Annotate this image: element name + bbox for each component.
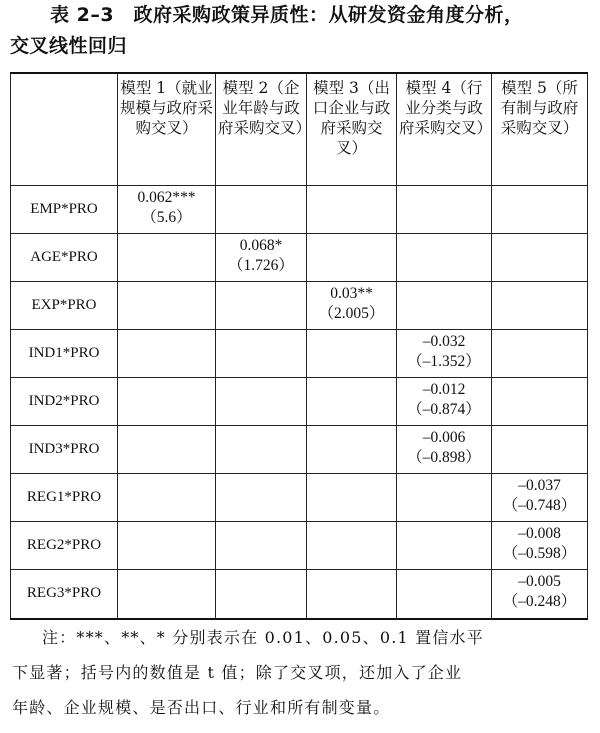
table-cell (492, 281, 588, 329)
table-cell (307, 425, 397, 473)
table-caption (10, 0, 595, 62)
t-statistic-value: （–0.874） (407, 400, 481, 418)
table-cell (216, 233, 307, 281)
header-model-4: 模型 4（行业分类与政府采购交叉） (397, 73, 492, 185)
table-row (11, 281, 588, 329)
table-row (11, 473, 588, 521)
table-cell (118, 233, 216, 281)
table-cell (492, 377, 588, 425)
table-note (12, 620, 592, 725)
t-statistic-value: （–1.352） (407, 352, 481, 370)
table-cell (397, 377, 492, 425)
table-row (11, 377, 588, 425)
table-cell (307, 185, 397, 233)
coefficient-value: –0.005 (518, 572, 561, 590)
table-row (11, 425, 588, 473)
coefficient-value: 0.062*** (137, 188, 196, 206)
regression-table (10, 72, 588, 620)
t-statistic-value: （1.726） (228, 256, 294, 274)
row-label: IND1*PRO (11, 329, 118, 377)
table-cell (216, 425, 307, 473)
row-label: EXP*PRO (11, 281, 118, 329)
table-cell (118, 281, 216, 329)
coefficient-value: –0.008 (518, 524, 561, 542)
table-cell (397, 185, 492, 233)
table-row (11, 329, 588, 377)
row-label: AGE*PRO (11, 233, 118, 281)
table-cell (118, 521, 216, 569)
table-cell (492, 569, 588, 619)
table-cell (397, 473, 492, 521)
note-line-1: 注：***、**、* 分别表示在 0.01、0.05、0.1 置信水平 (42, 628, 484, 647)
row-label: IND3*PRO (11, 425, 118, 473)
row-label: IND2*PRO (11, 377, 118, 425)
table-cell (216, 569, 307, 619)
header-model-2: 模型 2（企业年龄与政府采购交叉） (216, 73, 307, 185)
table-cell (216, 329, 307, 377)
caption-line-1: 表 2–3 政府采购政策异质性：从研发资金角度分析， (50, 4, 524, 26)
note-line-2: 下显著；括号内的数值是 t 值；除了交叉项，还加入了企业 (12, 663, 463, 682)
row-label: REG1*PRO (11, 473, 118, 521)
note-line-3: 年龄、企业规模、是否出口、行业和所有制变量。 (12, 698, 391, 717)
t-statistic-value: （–0.898） (407, 448, 481, 466)
table-cell (397, 521, 492, 569)
table-cell (307, 281, 397, 329)
table-row (11, 521, 588, 569)
row-label: REG3*PRO (11, 569, 118, 619)
table-cell (216, 185, 307, 233)
header-model-1: 模型 1（就业规模与政府采购交叉） (118, 73, 216, 185)
table-cell (118, 185, 216, 233)
coefficient-value: 0.03** (330, 284, 373, 302)
table-cell (307, 473, 397, 521)
table-cell (307, 377, 397, 425)
table-cell (492, 185, 588, 233)
table-cell (307, 569, 397, 619)
table-cell (216, 377, 307, 425)
row-label: REG2*PRO (11, 521, 118, 569)
table-cell (492, 425, 588, 473)
table-cell (118, 377, 216, 425)
table-cell (397, 329, 492, 377)
table-cell (397, 281, 492, 329)
table-cell (307, 329, 397, 377)
row-label: EMP*PRO (11, 185, 118, 233)
t-statistic-value: （–0.248） (502, 592, 577, 610)
table-cell (492, 233, 588, 281)
table-cell (118, 569, 216, 619)
coefficient-value: –0.006 (422, 428, 466, 446)
t-statistic-value: （–0.598） (502, 544, 577, 562)
coefficient-value: –0.032 (422, 332, 466, 350)
table-cell (216, 521, 307, 569)
table-cell (118, 425, 216, 473)
table-cell (492, 329, 588, 377)
coefficient-value: –0.037 (518, 476, 561, 494)
table-cell (307, 233, 397, 281)
table-cell (216, 473, 307, 521)
t-statistic-value: （5.6） (141, 208, 192, 226)
table-cell (397, 569, 492, 619)
table-cell (307, 521, 397, 569)
table-row (11, 569, 588, 619)
table-cell (492, 521, 588, 569)
table-cell (118, 473, 216, 521)
corner-header (11, 73, 118, 185)
header-model-3: 模型 3（出口企业与政府采购交叉） (307, 73, 397, 185)
header-model-5: 模型 5（所有制与政府采购交叉） (492, 73, 588, 185)
table-row (11, 233, 588, 281)
t-statistic-value: （–0.748） (502, 496, 577, 514)
table-cell (397, 425, 492, 473)
caption-line-2: 交叉线性回归 (10, 35, 128, 57)
header-row (11, 73, 588, 185)
table-cell (118, 329, 216, 377)
table-cell (216, 281, 307, 329)
coefficient-value: –0.012 (422, 380, 466, 398)
table-row (11, 185, 588, 233)
t-statistic-value: （2.005） (318, 304, 385, 322)
table-cell (492, 473, 588, 521)
coefficient-value: 0.068* (239, 236, 283, 254)
table-cell (397, 233, 492, 281)
